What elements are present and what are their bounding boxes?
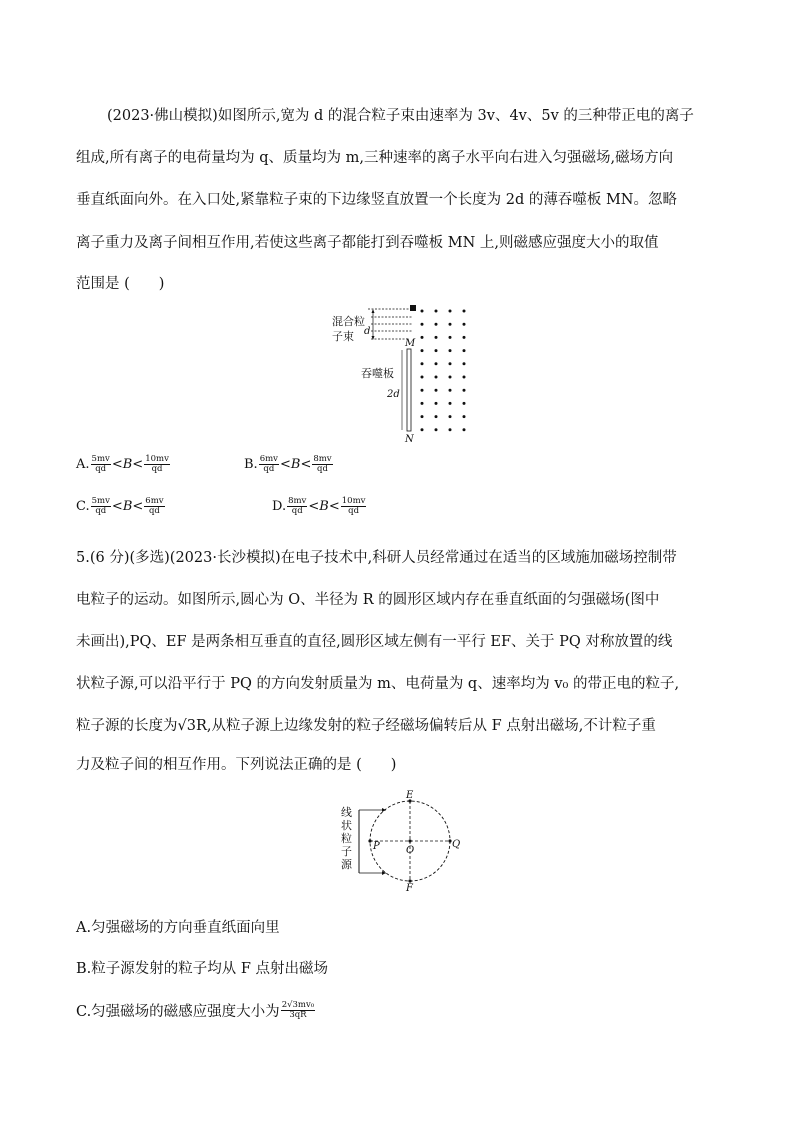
q4-d-left-den: qd — [291, 506, 303, 516]
field-dot — [421, 389, 424, 392]
field-dot — [435, 389, 438, 392]
q5-label-p: P — [373, 841, 380, 852]
q5-text-line-3: 未画出),PQ、EF 是两条相互垂直的直径,圆形区域左侧有一平行 EF、关于 PQ 对称放置的线 — [76, 634, 673, 650]
q4-c-mid: B — [122, 499, 133, 514]
q5-source-char-4: 子 — [341, 845, 352, 858]
field-dot — [449, 362, 452, 365]
field-dot — [449, 428, 452, 431]
q4-field-dots — [421, 310, 466, 432]
q4-text-line-5: 范围是 ( ) — [76, 276, 165, 292]
q5-source-char-5: 源 — [341, 858, 352, 871]
field-dot — [463, 389, 466, 392]
field-dot — [435, 402, 438, 405]
q5-text-line-6: 力及粒子间的相互作用。下列说法正确的是 ( ) — [76, 757, 397, 773]
q4-text-line-1: (2023·佛山模拟)如图所示,宽为 d 的混合粒子束由速率为 3v、4v、5v 的三种带正电的离子 — [107, 108, 694, 124]
q5-label-f: F — [406, 883, 413, 892]
q4-option-b-letter: B. — [244, 457, 258, 472]
field-dot — [463, 415, 466, 418]
q4-b-left-num: 6mv — [259, 454, 278, 464]
field-dot — [435, 415, 438, 418]
q5-c-num: 2√3mv₀ — [281, 1000, 315, 1010]
q4-b-right-den: qd — [317, 464, 328, 474]
q4-b-left-den: qd — [263, 464, 275, 474]
field-dot — [463, 362, 466, 365]
q4-c-left-den: qd — [95, 506, 107, 516]
q4-beam-label-2: 子束 — [332, 330, 354, 343]
field-dot — [449, 376, 452, 379]
field-dot — [463, 376, 466, 379]
q4-a-right-num: 10mv — [145, 454, 169, 464]
field-dot — [435, 310, 438, 313]
q4-a-left-den: qd — [95, 464, 107, 474]
q5-c-den: 3qR — [289, 1010, 307, 1020]
field-dot — [421, 428, 424, 431]
field-dot — [421, 362, 424, 365]
q5-source-char-2: 状 — [341, 819, 352, 832]
field-dot — [421, 336, 424, 339]
q4-beam-label-1: 混合粒 — [332, 315, 365, 328]
q4-plate-length-label: 2d — [387, 389, 400, 400]
field-dot — [449, 389, 452, 392]
q4-a-left-num: 5mv — [91, 454, 110, 464]
q4-c-right-num: 6mv — [145, 496, 164, 506]
q5-label-o: O — [406, 845, 415, 856]
q4-option-d[interactable]: D. $\frac{8mv}{qd}$ < B < $\frac{10mv}{qd}$ — [272, 496, 366, 516]
q5-source-char-3: 粒 — [341, 832, 352, 845]
field-dot — [463, 310, 466, 313]
q4-text-line-4: 离子重力及离子间相互作用,若使这些离子都能打到吞噬板 MN 上,则磁感应强度大小的取值 — [76, 235, 659, 251]
q4-absorber-plate — [407, 349, 411, 431]
q5-option-b[interactable]: B.粒子源发射的粒子均从 F 点射出磁场 — [76, 961, 329, 977]
q5-text-line-1: 5.(6 分)(多选)(2023·长沙模拟)在电子技术中,科研人员经常通过在适当的区域施加磁场控制带 — [76, 550, 677, 566]
field-dot — [435, 362, 438, 365]
field-dot — [421, 376, 424, 379]
field-dot — [449, 415, 452, 418]
q5-label-e: E — [406, 790, 414, 801]
q5-figure — [338, 788, 466, 892]
q4-b-right-num: 8mv — [313, 454, 332, 464]
q4-width-label: d — [364, 326, 371, 337]
q5-label-q: Q — [452, 839, 461, 850]
q5-option-c-text: C.匀强磁场的磁感应强度大小为 — [76, 1004, 280, 1020]
field-dot — [449, 323, 452, 326]
q5-option-c[interactable] — [76, 1000, 316, 1021]
q5-source-char-1: 线 — [341, 806, 352, 819]
q4-top-label: M — [405, 338, 416, 349]
q4-option-a[interactable]: A. $\frac{5mv}{qd}$ < B < $\frac{10mv}{qd}$ — [76, 454, 169, 474]
q4-d-right-den: qd — [348, 506, 360, 516]
field-dot — [463, 402, 466, 405]
q4-figure — [325, 300, 475, 445]
q4-text-line-2: 组成,所有离子的电荷量均为 q、质量均为 m,三种速率的离子水平向右进入匀强磁场,磁场方向 — [76, 150, 674, 166]
q5-text-line-2: 电粒子的运动。如图所示,圆心为 O、半径为 R 的圆形区域内存在垂直纸面的匀强磁场(图中 — [76, 592, 660, 608]
q4-option-c-letter: C. — [76, 499, 90, 514]
q4-option-a-letter: A. — [76, 457, 90, 472]
field-dot — [435, 336, 438, 339]
q4-a-right-den: qd — [151, 464, 163, 474]
field-dot — [463, 428, 466, 431]
field-dot — [421, 415, 424, 418]
field-dot — [421, 402, 424, 405]
q4-a-mid: B — [122, 457, 133, 472]
field-dot — [435, 349, 438, 352]
field-dot — [421, 323, 424, 326]
field-dot — [463, 336, 466, 339]
field-dot — [421, 349, 424, 352]
q4-bottom-label: N — [405, 434, 414, 445]
field-dot — [435, 376, 438, 379]
field-dot — [449, 310, 452, 313]
field-dot — [435, 428, 438, 431]
q4-d-right-num: 10mv — [341, 496, 366, 506]
field-dot — [463, 349, 466, 352]
field-dot — [449, 336, 452, 339]
field-dot — [449, 402, 452, 405]
q4-d-left-num: 8mv — [288, 496, 307, 506]
q5-option-a[interactable]: A.匀强磁场的方向垂直纸面向里 — [76, 920, 280, 936]
q5-text-line-5: 粒子源的长度为√3R,从粒子源上边缘发射的粒子经磁场偏转后从 F 点射出磁场,不计粒子重 — [76, 718, 656, 734]
q5-text-line-4: 状粒子源,可以沿平行于 PQ 的方向发射质量为 m、电荷量为 q、速率均为 v₀ 的带正电的粒子, — [76, 676, 680, 692]
q4-c-left-num: 5mv — [91, 496, 110, 506]
q4-text-line-3: 垂直纸面向外。在入口处,紧靠粒子束的下边缘竖直放置一个长度为 2d 的薄吞噬板 MN。忽略 — [76, 192, 677, 208]
q4-option-b[interactable]: B. $\frac{6mv}{qd}$ < B < $\frac{8mv}{qd}$ — [244, 454, 332, 474]
field-dot — [463, 323, 466, 326]
q4-d-mid: B — [319, 499, 329, 514]
q4-b-mid: B — [290, 457, 301, 472]
field-dot — [421, 310, 424, 313]
q4-plate-label: 吞噬板 — [361, 367, 394, 380]
q4-c-right-den: qd — [148, 506, 160, 516]
q4-option-d-letter: D. — [272, 499, 287, 514]
q4-option-c[interactable]: C. $\frac{5mv}{qd}$ < B < $\frac{6mv}{qd}$ — [76, 496, 164, 516]
q4-black-marker — [410, 305, 416, 311]
field-dot — [435, 323, 438, 326]
field-dot — [449, 349, 452, 352]
